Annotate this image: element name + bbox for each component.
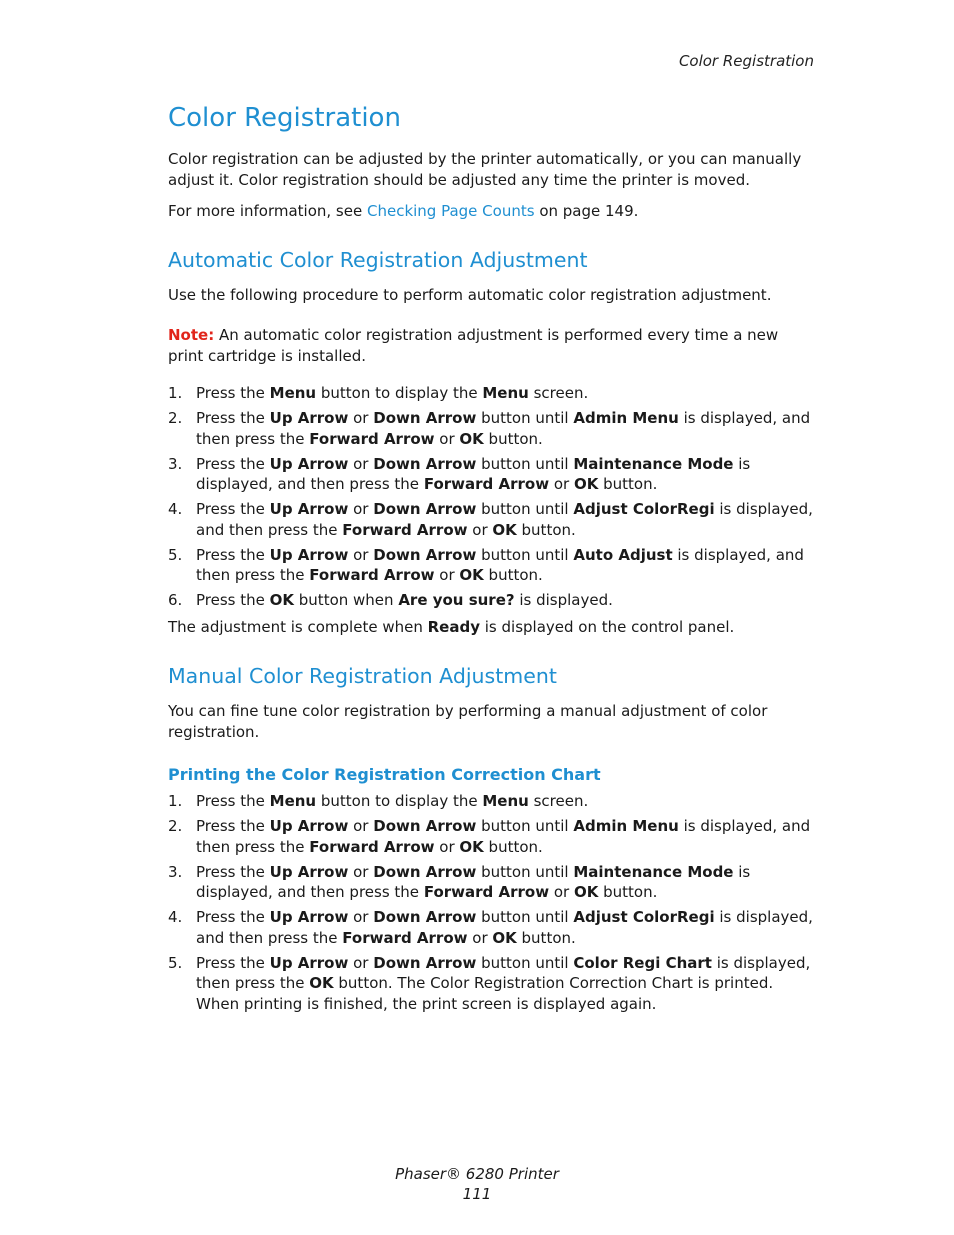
step-text: Press the: [196, 591, 270, 609]
step-ui-term: Adjust ColorRegi: [573, 500, 715, 518]
step-text: or: [549, 475, 574, 493]
step-text: or: [434, 566, 460, 584]
step-item: [168, 383, 818, 404]
step-text: is displayed, and then press the: [196, 862, 751, 901]
more-info-prefix: For more information, see: [168, 202, 367, 220]
step-number: 6.: [168, 591, 183, 609]
step-ui-term: Down Arrow: [373, 862, 477, 881]
step-text: button.: [483, 837, 543, 856]
step-item: [168, 590, 818, 611]
note-paragraph: [168, 325, 818, 366]
step-text: button.: [598, 883, 658, 901]
step-text: is displayed, and then press the: [196, 817, 811, 856]
step-item: [168, 862, 818, 903]
step-ui-term: Auto Adjust: [573, 545, 673, 564]
step-text: button.: [483, 566, 543, 584]
step-ui-term: Forward Arrow: [342, 928, 468, 947]
step-ui-term: OK: [492, 928, 517, 947]
step-ui-term: Up Arrow: [269, 908, 349, 926]
step-text: button until: [476, 545, 574, 564]
step-text: or: [467, 520, 493, 539]
step-text: Press the: [196, 545, 270, 564]
step-ui-term: Up Arrow: [269, 500, 349, 518]
complete-paragraph: [168, 617, 818, 638]
step-number: 5.: [168, 953, 183, 972]
step-item: [168, 791, 818, 812]
running-header: Color Registration: [678, 52, 814, 70]
step-text: button until: [476, 862, 574, 881]
step-text: button when: [294, 591, 399, 609]
step-text: Press the: [196, 792, 270, 810]
step-item: [168, 953, 818, 1015]
step-ui-term: Up Arrow: [269, 454, 349, 473]
step-ui-term: OK: [492, 520, 517, 539]
step-text: Press the: [196, 500, 270, 518]
step-text: Press the: [196, 953, 270, 972]
step-text: screen.: [528, 384, 589, 402]
step-ui-term: Up Arrow: [269, 953, 349, 972]
step-text: or: [348, 953, 374, 972]
step-number: 3.: [168, 454, 183, 473]
step-ui-term: Down Arrow: [373, 545, 477, 564]
step-number: 4.: [168, 908, 183, 926]
step-item: [168, 408, 818, 449]
complete-suffix: is displayed on the control panel.: [479, 618, 735, 636]
step-text: button.: [483, 429, 543, 448]
step-ui-term: Color Regi Chart: [573, 953, 712, 972]
step-ui-term: Maintenance Mode: [573, 862, 734, 881]
step-number: 2.: [168, 409, 183, 427]
step-ui-term: Menu: [269, 792, 317, 810]
step-text: is displayed, and then press the: [196, 545, 804, 584]
auto-intro: Use the following procedure to perform automatic color registration adjustment.: [168, 286, 772, 304]
step-number: 5.: [168, 545, 183, 564]
step-text: button until: [476, 908, 574, 926]
step-text: Press the: [196, 862, 270, 881]
step-ui-term: OK: [573, 475, 599, 493]
step-text: button until: [476, 409, 574, 427]
step-text: is displayed, and then press the: [196, 409, 811, 448]
step-ui-term: Down Arrow: [373, 500, 477, 518]
step-ui-term: OK: [459, 429, 484, 448]
auto-steps-list: [168, 383, 818, 611]
step-ui-term: Admin Menu: [573, 817, 679, 835]
step-text: Press the: [196, 454, 270, 473]
auto-adjust-heading: Automatic Color Registration Adjustment: [168, 248, 588, 272]
complete-prefix: The adjustment is complete when: [168, 618, 428, 636]
checking-page-counts-link[interactable]: Checking Page Counts: [366, 202, 535, 220]
step-text: button until: [476, 454, 574, 473]
step-text: or: [434, 429, 460, 448]
step-text: button to display the: [316, 384, 483, 402]
step-text: button until: [476, 953, 574, 972]
step-text: or: [467, 928, 493, 947]
step-text: button until: [476, 817, 574, 835]
step-ui-term: Forward Arrow: [423, 883, 550, 901]
step-ui-term: Down Arrow: [373, 817, 477, 835]
step-ui-term: Down Arrow: [373, 454, 477, 473]
step-text: button to display the: [316, 792, 483, 810]
note-text: An automatic color registration adjustment is performed every time a new print cartridge is installed.: [168, 326, 779, 365]
step-ui-term: Adjust ColorRegi: [573, 908, 715, 926]
step-text: or: [348, 545, 374, 564]
step-text: screen.: [528, 792, 589, 810]
step-ui-term: Forward Arrow: [423, 475, 550, 493]
step-text: button.: [598, 475, 658, 493]
step-ui-term: Menu: [269, 384, 317, 402]
step-ui-term: Down Arrow: [373, 953, 477, 972]
more-info-paragraph: [168, 201, 818, 222]
step-ui-term: OK: [309, 974, 334, 992]
step-ui-term: OK: [459, 566, 484, 584]
step-ui-term: Are you sure?: [398, 591, 515, 609]
step-number: 1.: [168, 792, 183, 810]
manual-steps-list: [168, 791, 818, 1014]
step-ui-term: Admin Menu: [573, 409, 679, 427]
step-text: or: [348, 500, 374, 518]
step-ui-term: OK: [573, 883, 599, 901]
complete-bold: Ready: [427, 618, 480, 636]
step-text: is displayed, and then press the: [196, 908, 813, 947]
step-ui-term: Menu: [482, 384, 529, 402]
step-text: Press the: [196, 908, 270, 926]
step-text: is displayed, and then press the: [196, 454, 751, 493]
step-ui-term: Forward Arrow: [309, 566, 435, 584]
step-item: [168, 907, 818, 948]
page-title: Color Registration: [168, 103, 401, 133]
step-number: 3.: [168, 862, 183, 881]
note-label: Note:: [168, 326, 215, 344]
step-ui-term: Up Arrow: [269, 409, 349, 427]
footer-page-number: 111: [462, 1185, 492, 1203]
step-text: button.: [516, 520, 576, 539]
step-text: button until: [476, 500, 574, 518]
step-ui-term: Forward Arrow: [309, 429, 435, 448]
step-ui-term: Up Arrow: [269, 817, 349, 835]
step-number: 2.: [168, 817, 183, 835]
step-ui-term: Forward Arrow: [309, 837, 435, 856]
step-text: button.: [516, 928, 576, 947]
step-text: or: [549, 883, 574, 901]
step-ui-term: Down Arrow: [373, 409, 477, 427]
step-ui-term: Up Arrow: [269, 862, 349, 881]
step-text: is displayed, then press the: [196, 953, 811, 992]
step-ui-term: Forward Arrow: [342, 520, 468, 539]
step-ui-term: Up Arrow: [269, 545, 349, 564]
manual-adjust-heading: Manual Color Registration Adjustment: [168, 664, 557, 688]
step-text: is displayed, and then press the: [196, 500, 813, 539]
step-text: or: [348, 454, 374, 473]
step-ui-term: OK: [459, 837, 484, 856]
step-ui-term: Menu: [482, 792, 529, 810]
step-item: [168, 499, 818, 540]
step-number: 4.: [168, 500, 183, 518]
step-text: Press the: [196, 817, 270, 835]
step-text: or: [348, 862, 374, 881]
step-item: [168, 545, 818, 586]
step-item: [168, 816, 818, 857]
step-text: or: [348, 817, 374, 835]
step-ui-term: Down Arrow: [373, 908, 477, 926]
step-item: [168, 454, 818, 495]
more-info-suffix: on page 149.: [534, 202, 639, 220]
step-number: 1.: [168, 384, 183, 402]
footer-product: Phaser® 6280 Printer: [395, 1165, 559, 1183]
step-text: Press the: [196, 384, 270, 402]
step-text: or: [348, 409, 374, 427]
manual-intro: You can fine tune color registration by performing a manual adjustment of color registration.: [168, 702, 768, 741]
step-text: is displayed.: [514, 591, 613, 609]
intro-paragraph: Color registration can be adjusted by the printer automatically, or you can manually adjust it. Color registration should be adjusted any time the printer is moved.: [168, 150, 802, 189]
step-text: or: [434, 837, 460, 856]
step-ui-term: Maintenance Mode: [573, 454, 734, 473]
step-ui-term: OK: [269, 591, 295, 609]
step-text: button. The Color Registration Correction Chart is printed. When printing is finished, the print screen is displayed again.: [196, 974, 774, 1013]
step-text: Press the: [196, 409, 270, 427]
chart-subheading: Printing the Color Registration Correction Chart: [168, 765, 601, 784]
step-text: or: [348, 908, 374, 926]
